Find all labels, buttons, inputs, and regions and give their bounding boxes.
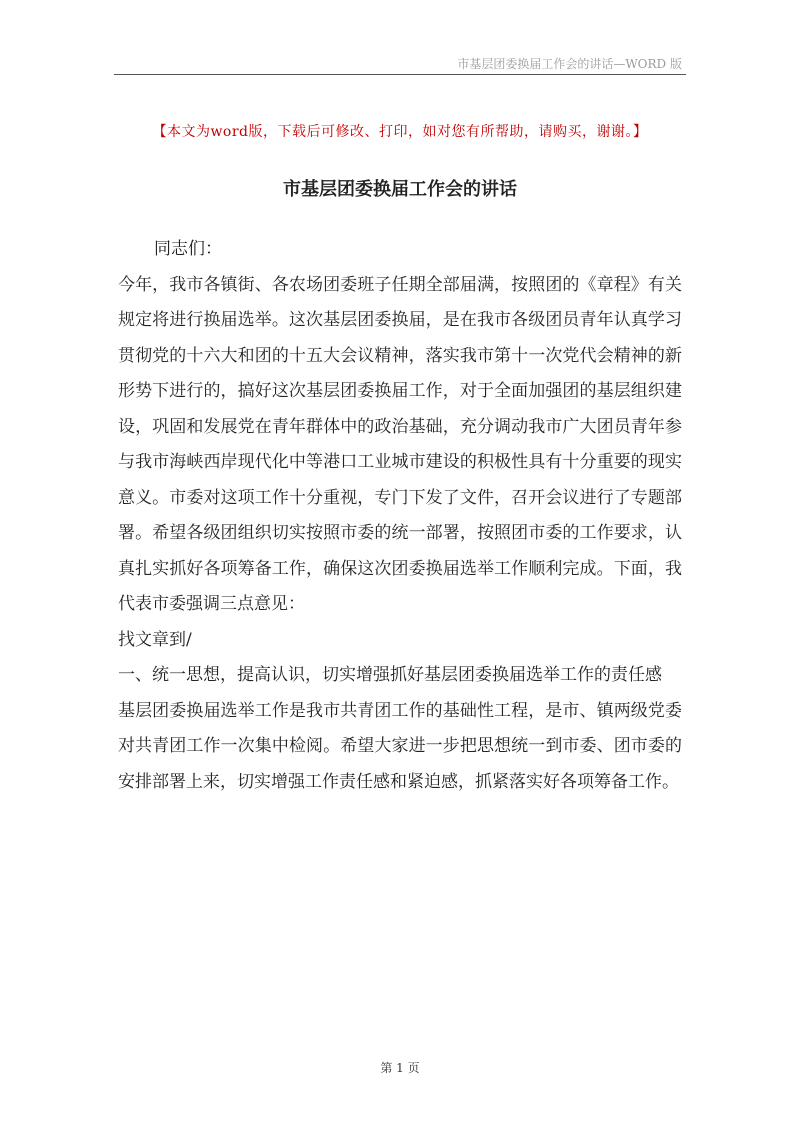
document-title: 市基层团委换届工作会的讲话: [283, 179, 517, 200]
page-number: 第 1 页: [380, 1061, 420, 1075]
header-divider: [114, 74, 686, 75]
document-body: [118, 232, 682, 800]
paragraph-intro: 今年，我市各镇街、各农场团委班子任期全部届满，按照团的《章程》有关规定将进行换届选举。这次基层团委换届，是在我市各级团员青年认真学习贯彻党的十六大和团的十五大会议精神，落实我市第十一次党代会精神的新形势下进行的，搞好这次基层团委换届工作，对于全面加强团的基层组织建设，巩固和发展党在青年群体中的政治基础，充分调动我市广大团员青年参与我市海峡西岸现代化中等港口工业城市建设的积极性具有十分重要的现实意义。市委对这项工作十分重视，专门下发了文件，召开会议进行了专题部署。希望各级团组织切实按照市委的统一部署，按照团市委的工作要求，认真扎实抓好各项筹备工作，确保这次团委换届选举工作顺利完成。下面，我代表市委强调三点意见：: [118, 274, 682, 614]
section-heading-1: 一、统一思想，提高认识，切实增强抓好基层团委换届选举工作的责任感: [118, 665, 662, 685]
paragraph-source-note: 找文章到/: [118, 629, 192, 650]
paragraph-section-1: 基层团委换届选举工作是我市共青团工作的基础性工程，是市、镇两级党委对共青团工作一次集中检阅。希望大家进一步把思想统一到市委、团市委的安排部署上来，切实增强工作责任感和紧迫感，抓紧落实好各项筹备工作。: [118, 700, 682, 792]
running-header: 市基层团委换届工作会的讲话—WORD 版: [457, 57, 682, 71]
purchase-notice: 【本文为word版，下载后可修改、打印，如对您有所帮助，请购买，谢谢。】: [152, 124, 648, 140]
salutation: 同志们：: [154, 239, 222, 259]
